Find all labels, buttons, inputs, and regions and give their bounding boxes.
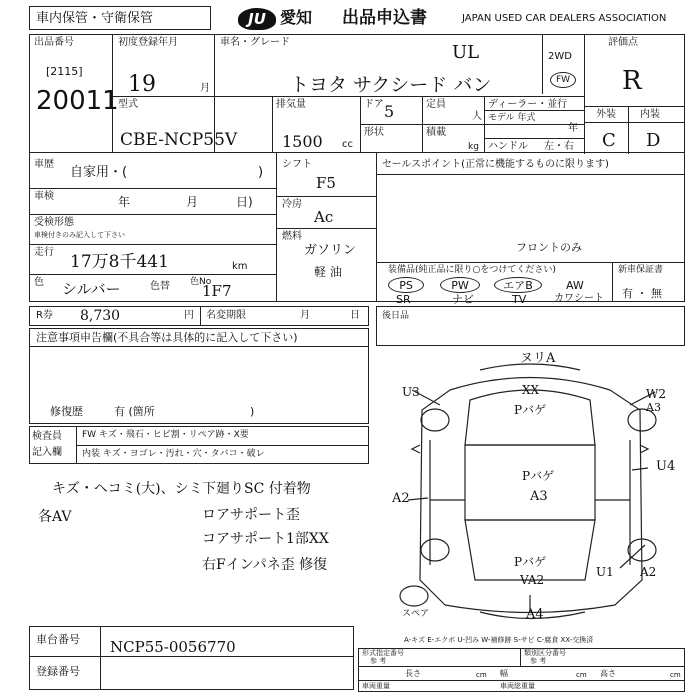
cc-label: 排気量 bbox=[276, 99, 306, 110]
mark-pbage-2: Pバゲ bbox=[522, 469, 555, 483]
reg-month-unit: 月 bbox=[200, 83, 210, 94]
mark-u3: U3 bbox=[402, 385, 420, 399]
recycle-label: R券 bbox=[36, 310, 53, 321]
int-value: D bbox=[646, 130, 661, 151]
handle-value: 左・右 bbox=[544, 141, 574, 152]
spec-label: 形式指定番号 bbox=[362, 649, 404, 657]
mark-u4: U4 bbox=[656, 459, 676, 474]
history-value: 自家用・( bbox=[70, 165, 128, 180]
grade-note: UL bbox=[452, 42, 480, 63]
storage-label: 車内保管・守衛保管 bbox=[36, 11, 154, 26]
equip-aw: AW bbox=[566, 279, 584, 292]
recycle-unit: 円 bbox=[184, 310, 194, 321]
equipment-title: 装備品(純正品に限り○をつけてください) bbox=[388, 265, 556, 275]
name-change-day: 日 bbox=[350, 310, 360, 321]
dealer-label: ディーラー・並行 bbox=[488, 99, 568, 110]
recycle-value: 8,730 bbox=[80, 308, 121, 324]
drive-label: 2WD bbox=[548, 51, 572, 62]
inspection-month-unit: 月 bbox=[186, 195, 199, 209]
length-label: 長さ bbox=[405, 669, 421, 678]
equip-pw: PW bbox=[440, 277, 480, 293]
shape-label: 形状 bbox=[364, 127, 384, 138]
length-unit: cm bbox=[476, 671, 487, 679]
equip-ps: PS bbox=[388, 277, 424, 293]
mark-va2: VA2 bbox=[520, 573, 545, 587]
comment-6: 右Fインパネ歪 修復 bbox=[202, 557, 328, 573]
later-label: 後日品 bbox=[382, 311, 410, 321]
lot-number: 20011 bbox=[36, 86, 119, 116]
ext-value: C bbox=[602, 130, 616, 151]
inspection-year-unit: 年 bbox=[118, 195, 131, 209]
model-label: 型式 bbox=[118, 99, 138, 110]
reg-label: 初度登録年月 bbox=[118, 37, 178, 48]
reg-year: 19 bbox=[128, 72, 156, 97]
load-label: 積載 bbox=[426, 127, 446, 138]
equipment-note: フロントのみ bbox=[516, 241, 582, 254]
comment-2: 各AV bbox=[38, 509, 72, 525]
mark-pbage-1: Pバゲ bbox=[514, 403, 547, 417]
width-label: 幅 bbox=[500, 669, 508, 678]
handle-label: ハンドル bbox=[488, 141, 528, 152]
repair-close: ) bbox=[250, 405, 255, 418]
capacity-unit: 人 bbox=[472, 111, 482, 122]
repair-label: 修復歴 bbox=[50, 405, 83, 418]
mark-a2-right: A2 bbox=[640, 565, 657, 579]
ac-label: 冷房 bbox=[282, 199, 302, 210]
english-title: JAPAN USED CAR DEALERS ASSOCIATION bbox=[462, 13, 667, 24]
color-value: シルバー bbox=[62, 280, 121, 298]
name-change-month: 月 bbox=[300, 310, 310, 321]
mark-a2-left: A2 bbox=[392, 491, 410, 506]
color-change-label: 色替 bbox=[150, 281, 170, 292]
storage-label-box bbox=[29, 6, 211, 30]
history-label: 車歴 bbox=[34, 159, 54, 170]
height-label: 高さ bbox=[600, 669, 616, 678]
lot-label: 出品番号 bbox=[34, 37, 74, 48]
comment-3: 下廻りSC 付着物 bbox=[202, 481, 311, 497]
equip-airbag: エアB bbox=[494, 277, 542, 293]
name-change-label: 名変期限 bbox=[206, 310, 246, 321]
car-name-value: トヨタ サクシード バン bbox=[290, 74, 492, 96]
later-box bbox=[376, 306, 685, 346]
rating-value: R bbox=[622, 66, 642, 96]
model-year-unit: 年 bbox=[568, 123, 578, 134]
model-year-label: モデル 年式 bbox=[488, 113, 536, 123]
comment-5: コアサポート1部XX bbox=[202, 531, 329, 547]
category-ref: 参 考 bbox=[530, 657, 547, 665]
ju-logo: JU bbox=[238, 8, 276, 30]
sales-point-label: セールスポイント(正常に機能するものに限ります) bbox=[382, 159, 609, 170]
mark-u1: U1 bbox=[596, 565, 614, 579]
notes-title: 注意事項申告欄(不具合等は具体的に記入して下さい) bbox=[36, 331, 298, 344]
weight-label: 車両重量 bbox=[362, 682, 390, 690]
repair-value: 有 (箇所 bbox=[114, 405, 155, 418]
total-weight-label: 車両総重量 bbox=[500, 682, 535, 690]
ext-label: 外装 bbox=[596, 109, 616, 120]
height-unit: cm bbox=[670, 671, 681, 679]
car-name-label: 車名・グレード bbox=[220, 37, 290, 48]
mark-pbage-3: Pバゲ bbox=[514, 555, 547, 569]
capacity-label: 定員 bbox=[426, 99, 446, 110]
equip-seat: カワシート bbox=[554, 293, 604, 304]
category-label: 類別区分番号 bbox=[524, 649, 566, 657]
chassis-label: 車台番号 bbox=[36, 633, 80, 646]
equip-sr: SR bbox=[396, 293, 411, 306]
cc-value: 1500 bbox=[282, 132, 323, 151]
shift-label: シフト bbox=[282, 159, 312, 170]
receive-note: 車検付きのみ記入して下さい bbox=[34, 231, 125, 239]
cc-unit: cc bbox=[342, 139, 353, 150]
lot-sub: [2115] bbox=[46, 65, 83, 78]
fuel-value: ガソリン bbox=[304, 243, 357, 258]
fuel-label: 燃料 bbox=[282, 231, 302, 242]
receive-label: 受検形態 bbox=[34, 217, 74, 228]
history-close: ) bbox=[258, 165, 264, 180]
inspector-label-1: 検査員 bbox=[32, 431, 62, 442]
inspector-row-2: 内装 キズ・ヨゴレ・汚れ・穴・タバコ・破レ bbox=[82, 449, 265, 459]
reg-number-label: 登録番号 bbox=[36, 665, 80, 678]
mark-nuri: ヌリA bbox=[520, 351, 556, 366]
mark-xx: XX bbox=[522, 383, 540, 397]
chassis-value: NCP55-0056770 bbox=[110, 638, 236, 656]
comment-4: ロアサポート歪 bbox=[202, 507, 300, 523]
color-code: 1F7 bbox=[202, 282, 232, 300]
comment-1: キズ・ヘコミ(大)、シミ bbox=[52, 481, 203, 497]
warranty-label: 新車保証書 bbox=[618, 265, 664, 275]
int-label: 内装 bbox=[640, 109, 660, 120]
equip-navi: ナビ bbox=[452, 293, 474, 306]
form-title: 出品申込書 bbox=[342, 8, 427, 28]
color-label: 色 bbox=[34, 277, 44, 288]
inspection-label: 車検 bbox=[34, 191, 54, 202]
mileage-unit: km bbox=[232, 261, 248, 272]
door-value: 5 bbox=[384, 102, 395, 121]
mileage-value: 17万8千441 bbox=[70, 252, 169, 272]
warranty-value: 有 ・ 無 bbox=[622, 287, 662, 300]
mark-a3-side: A3 bbox=[646, 401, 661, 414]
drive-value: FW bbox=[550, 72, 576, 88]
shift-value: F5 bbox=[316, 174, 336, 192]
inspector-label-2: 記入欄 bbox=[32, 447, 62, 458]
fuel-alt: 軽 油 bbox=[314, 265, 342, 279]
color-code-label: 色No bbox=[190, 277, 212, 287]
mileage-label: 走行 bbox=[34, 247, 54, 258]
width-unit: cm bbox=[576, 671, 587, 679]
mark-w2: W2 bbox=[646, 387, 666, 401]
spec-ref: 参 考 bbox=[370, 657, 387, 665]
rating-label: 評価点 bbox=[608, 37, 638, 48]
mark-a4: A4 bbox=[526, 607, 544, 622]
equip-tv: TV bbox=[512, 293, 527, 306]
org-name: 愛知 bbox=[280, 8, 313, 27]
spare-label: スペア bbox=[402, 609, 430, 619]
load-unit: kg bbox=[468, 142, 479, 152]
model-value: CBE-NCP55V bbox=[120, 130, 238, 150]
ac-value: Ac bbox=[314, 208, 334, 226]
legend: A-キズ E-エクボ U-凹み W-補修跡 S-サビ C-腐食 XX-交換済 bbox=[404, 636, 594, 644]
inspection-day-unit: 日) bbox=[236, 195, 253, 209]
door-label: ドア bbox=[364, 99, 384, 110]
inspector-row-1: FW キズ・飛石・ヒビ割・リペア跡・X要 bbox=[82, 430, 249, 440]
mark-a3: A3 bbox=[530, 489, 548, 504]
